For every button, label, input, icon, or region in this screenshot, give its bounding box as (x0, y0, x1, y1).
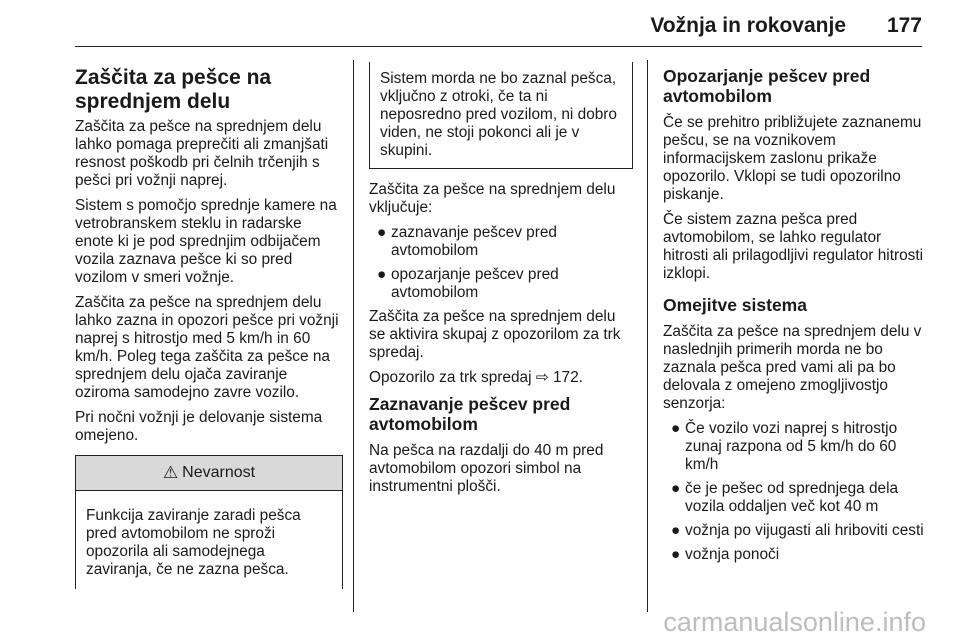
paragraph: Zaščita za pešce na sprednjem delu vključuje: (369, 181, 616, 216)
paragraph: Zaščita za pešce na sprednjem delu lahko pomaga preprečiti ali zmanjšati resnost poškodb pri čelnih trčenjih s pešci pri vožnji naprej. (75, 118, 329, 189)
paragraph: Če se prehitro približujete zaznanemu pešcu, se na voznikovem informacijskem zaslonu prikaže opozorilo. Vklopi se tudi opozorilno piskanje. (663, 114, 922, 203)
bullet-icon: ● (377, 266, 387, 283)
list-item: ● Če vozilo vozi naprej s hitrostjo zunaj razpona od 5 km/h do 60 km/h (671, 420, 898, 473)
header-rule (75, 46, 922, 47)
column-divider-1 (353, 60, 354, 612)
bullet-icon: ● (671, 522, 681, 539)
column-1 (75, 66, 343, 589)
list-item: ● če je pešec od sprednjega dela vozila oddaljen več kot 40 m (671, 480, 899, 515)
subsection-heading: Opozarjanje pešcev pred avtomobilom (663, 66, 871, 106)
list-item: ● vožnja po vijugasti ali hriboviti cesti (671, 522, 924, 539)
note-box: Sistem morda ne bo zaznal pešca, vključno z otroki, če ta ni neposredno pred vozilom, ni dobro viden, ne stoji pokonci ali je v skupini. (369, 62, 633, 169)
danger-box-text: Funkcija zaviranje zaradi pešca pred avtomobilom ne sproži opozorila ali samodejnega zaviranja, če ne zazna pešca. (86, 507, 301, 578)
list-item: ● opozarjanje pešcev pred avtomobilom (377, 266, 559, 301)
reference-page: 172. (553, 369, 583, 386)
danger-box-header (76, 455, 342, 491)
section-heading: Zaščita za pešce na sprednjem delu (75, 66, 272, 113)
paragraph: Na pešca na razdalji do 40 m pred avtomobilom opozori simbol na instrumentni plošči. (369, 442, 604, 495)
danger-box (75, 455, 343, 589)
feature-list (369, 224, 633, 302)
list-item: ● zaznavanje pešcev pred avtomobilom (377, 224, 557, 259)
bullet-icon: ● (671, 420, 681, 437)
watermark: carmanualsonline.info (663, 607, 926, 637)
danger-box-title: Nevarnost (182, 464, 256, 481)
arrow-right-icon: ⇨ (535, 369, 549, 386)
paragraph: Sistem s pomočjo sprednje kamere na vetrobranskem steklu in radarske enote ki je pod sprednjim odbijačem vozila zaznava pešce ki so pred vozilom v smeri vožnje. (75, 197, 337, 286)
paragraph: Zaščita za pešce na sprednjem delu lahko zazna in opozori pešce pri vožnji naprej s hitrostjo med 5 km/h in 60 km/h. Poleg tega zaščita za pešce na sprednjem delu ojača zaviranje oziroma samodejno zavre vozilo. (75, 294, 339, 401)
list-item: ● vožnja ponoči (671, 546, 780, 563)
paragraph: Pri nočni vožnji je delovanje sistema omejeno. (75, 409, 323, 444)
limitations-list (663, 420, 927, 564)
column-divider-2 (647, 60, 648, 612)
subsection-heading: Omejitve sistema (663, 295, 807, 315)
column-2 (369, 62, 633, 503)
cross-reference[interactable]: Opozorilo za trk spredaj ⇨ 172. (369, 369, 583, 386)
warning-triangle-icon: ⚠ (162, 463, 179, 482)
paragraph: Zaščita za pešce na sprednjem delu se aktivira skupaj z opozorilom za trk spredaj. (369, 308, 621, 361)
subsection-heading: Zaznavanje pešcev pred avtomobilom (369, 394, 571, 434)
paragraph: Če sistem zazna pešca pred avtomobilom, se lahko regulator hitrosti ali prilagodljivi regulator hitrosti izklopi. (663, 211, 924, 282)
bullet-icon: ● (671, 546, 681, 563)
bullet-icon: ● (377, 224, 387, 241)
bullet-icon: ● (671, 480, 681, 497)
paragraph: Zaščita za pešce na sprednjem delu v naslednjih primerih morda ne bo zaznala pešca pred vami ali pa bo delovala z omejeno zmogljivostjo senzorja: (663, 323, 922, 412)
column-3 (663, 66, 927, 570)
header-title: Vožnja in rokovanje (650, 14, 846, 37)
page-number: 177 (886, 14, 922, 37)
